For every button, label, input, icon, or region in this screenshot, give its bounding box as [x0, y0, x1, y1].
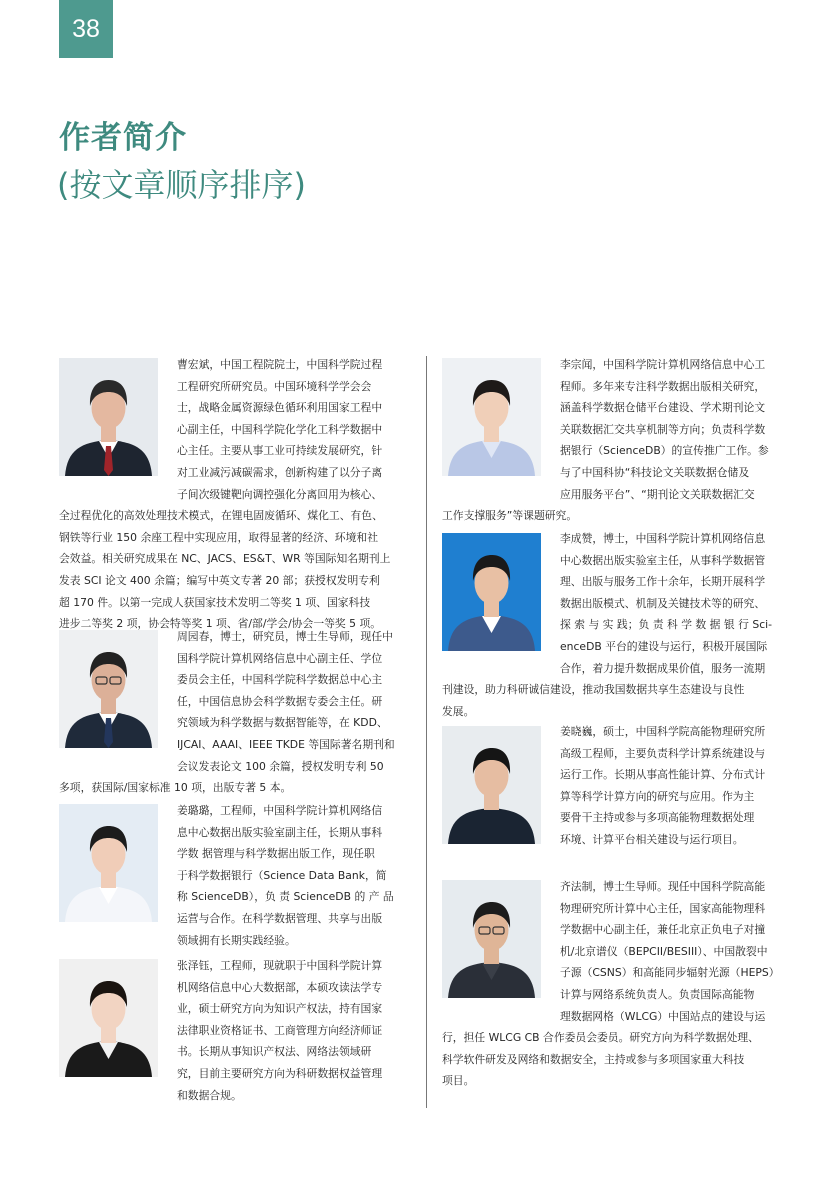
- bio-line: 合作，着力提升数据成果价值，服务一流期: [560, 661, 766, 675]
- bio-line: 书。长期从事知识产权法、网络法领域研: [177, 1045, 372, 1059]
- bio-line: 算等科学计算方向的研究与应用。作为主: [560, 789, 755, 803]
- bio-line: 工程研究所研究员。中国环境科学学会会: [177, 379, 372, 393]
- bio-line: 子间次级键靶向调控强化分离回用为核心、: [177, 487, 383, 501]
- bio-line: 究领域为科学数据与数据智能等，在 KDD、: [177, 716, 388, 730]
- bio-line: 学数据中心副主任，兼任北京正负电子对撞: [560, 923, 766, 937]
- bio-line: 究，目前主要研究方向为科研数据权益管理: [177, 1066, 383, 1080]
- bio-line: 业，硕士研究方向为知识产权法，持有国家: [177, 1002, 383, 1016]
- bio-line: 法律职业资格证书、工商管理方向经济师证: [177, 1023, 383, 1037]
- bio-line: 探 索 与 实 践；负 责 科 学 数 据 银 行 Sci-: [560, 618, 773, 632]
- bio-line: 李宗闻，中国科学院计算机网络信息中心工: [560, 358, 766, 371]
- portrait-illustration: [59, 804, 158, 922]
- bio-line: 行，担任 WLCG CB 合作委员会委员。研究方向为科学数据处理、: [442, 1031, 759, 1045]
- bio-line: 机/北京谱仪（BEPCII/BESIII）、中国散裂中: [560, 944, 768, 958]
- author-bio-jiang-xiaowei: [560, 721, 792, 851]
- column-divider: [426, 356, 427, 1108]
- bio-line: 理、出版与服务工作十余年，长期开展科学: [560, 575, 766, 589]
- bio-line: 中心数据出版实验室主任，从事科学数据管: [560, 553, 766, 567]
- page-number: 38: [59, 0, 113, 58]
- bio-line: 应用服务平台”、“期刊论文关联数据汇交: [560, 487, 755, 501]
- bio-line: 超 170 件。以第一完成人获国家技术发明二等奖 1 项、国家科技: [59, 595, 371, 609]
- bio-line: 发表 SCI 论文 400 余篇；编写中英文专著 20 部；获授权发明专利: [59, 573, 380, 587]
- bio-line: 项目。: [442, 1074, 475, 1088]
- bio-line: 发展。: [442, 704, 475, 718]
- bio-line: 计算与网络系统负责人。负责国际高能物: [560, 987, 755, 1001]
- bio-line: 物理研究所计算中心主任，国家高能物理科: [560, 901, 766, 915]
- bio-line: 心主任。主要从事工业可持续发展研究，针: [177, 444, 383, 458]
- bio-line: 理数据网格（WLCG）中国站点的建设与运: [560, 1009, 766, 1023]
- bio-line: 运行工作。长期从事高性能计算、分布式计: [560, 768, 766, 782]
- bio-line: 国科学院计算机网络信息中心副主任、学位: [177, 651, 383, 665]
- bio-line: 进步二等奖 2 项，协会特等奖 1 项、省/部/学会/协会一等奖 5 项。: [59, 617, 382, 631]
- bio-line: 士，战略金属资源绿色循环利用国家工程中: [177, 401, 383, 415]
- bio-line: enceDB 平台的建设与运行，积极开展国际: [560, 639, 768, 653]
- bio-line: 姜璐璐，工程师，中国科学院计算机网络信: [177, 804, 383, 817]
- bio-line: 要骨干主持或参与多项高能物理数据处理: [560, 811, 755, 825]
- bio-line: 全过程优化的高效处理技术模式，在锂电固废循环、煤化工、有色、: [59, 509, 383, 523]
- bio-line: 领域拥有长期实践经验。: [177, 933, 296, 947]
- bio-line: 息中心数据出版实验室副主任，长期从事科: [177, 825, 383, 839]
- bio-line: 据银行（ScienceDB）的宣传推广工作。参: [560, 444, 769, 458]
- bio-line: 张泽钰，工程师，现就职于中国科学院计算: [177, 959, 383, 972]
- bio-line: 姜晓巍，硕士，中国科学院高能物理研究所: [560, 725, 766, 738]
- bio-line: 多项，获国际/国家标准 10 项，出版专著 5 本。: [59, 781, 292, 795]
- bio-line: 和数据合规。: [177, 1088, 242, 1102]
- author-bio-zhou-yuanchun: [59, 626, 409, 799]
- author-photo-jiang-lulu: [59, 804, 158, 922]
- author-bio-cao-hongbin: [59, 354, 409, 635]
- bio-line: 涵盖科学数据仓储平台建设、学术期刊论文: [560, 401, 766, 415]
- bio-line: 任，中国信息协会科学数据专委会主任。研: [177, 694, 383, 708]
- section-title: 作者简介: [59, 120, 187, 156]
- section-subtitle: (按文章顺序排序): [57, 166, 306, 204]
- bio-line: 会效益。相关研究成果在 NC、JACS、ES&T、WR 等国际知名期刊上: [59, 552, 391, 566]
- portrait-illustration: [59, 959, 158, 1077]
- bio-line: 于科学数据银行（Science Data Bank，简: [177, 868, 387, 882]
- author-bio-li-zongwen: [442, 354, 792, 527]
- bio-line: 周园春，博士，研究员，博士生导师，现任中: [177, 630, 393, 643]
- author-photo-zhang-zeyu: [59, 959, 158, 1077]
- bio-line: 关联数据汇交共享机制等方向；负责科学数: [560, 422, 766, 436]
- author-bio-qi-fazhi: [442, 876, 792, 1092]
- bio-line: 钢铁等行业 150 余座工程中实现应用，取得显著的经济、环境和社: [59, 530, 378, 544]
- bio-line: 刊建设，助力科研诚信建设，推动我国数据共享生态建设与良性: [442, 683, 745, 697]
- bio-line: IJCAI、AAAI、IEEE TKDE 等国际著名期刊和: [177, 737, 395, 751]
- bio-line: 心副主任，中国科学院化学化工科学数据中: [177, 422, 383, 436]
- bio-line: 子源（CSNS）和高能同步辐射光源（HEPS）: [560, 966, 780, 980]
- bio-line: 程师。多年来专注科学数据出版相关研究，: [560, 379, 766, 393]
- bio-line: 高级工程师，主要负责科学计算系统建设与: [560, 746, 766, 760]
- bio-line: 委员会主任，中国科学院科学数据总中心主: [177, 673, 383, 687]
- bio-line: 会议发表论文 100 余篇，授权发明专利 50: [177, 759, 384, 773]
- bio-line: 与了中国科协“科技论文关联数据仓储及: [560, 465, 750, 479]
- bio-line: 机网络信息中心大数据部，本硕攻读法学专: [177, 980, 383, 994]
- bio-line: 学数 据管理与科学数据出版工作，现任职: [177, 847, 375, 861]
- author-bio-zhang-zeyu: [177, 955, 409, 1106]
- author-photo-jiang-xiaowei: [442, 726, 541, 844]
- author-bio-jiang-lulu: [177, 800, 409, 951]
- bio-line: 称 ScienceDB），负 责 ScienceDB 的 产 品: [177, 890, 394, 904]
- portrait-illustration: [442, 726, 541, 844]
- bio-line: 环境、计算平台相关建设与运行项目。: [560, 832, 744, 846]
- author-bio-li-chengzan: [442, 528, 792, 722]
- bio-line: 对工业减污减碳需求，创新构建了以分子离: [177, 465, 383, 479]
- bio-line: 齐法制，博士生导师。现任中国科学院高能: [560, 880, 766, 893]
- bio-line: 工作支撑服务”等课题研究。: [442, 509, 578, 523]
- bio-line: 曹宏斌，中国工程院院士，中国科学院过程: [177, 358, 383, 371]
- bio-line: 科学软件研发及网络和数据安全，主持或参与多项国家重大科技: [442, 1052, 745, 1066]
- bio-line: 数据出版模式、机制及关键技术等的研究、: [560, 596, 766, 610]
- bio-line: 李成赞，博士，中国科学院计算机网络信息: [560, 532, 766, 545]
- bio-line: 运营与合作。在科学数据管理、共享与出版: [177, 911, 383, 925]
